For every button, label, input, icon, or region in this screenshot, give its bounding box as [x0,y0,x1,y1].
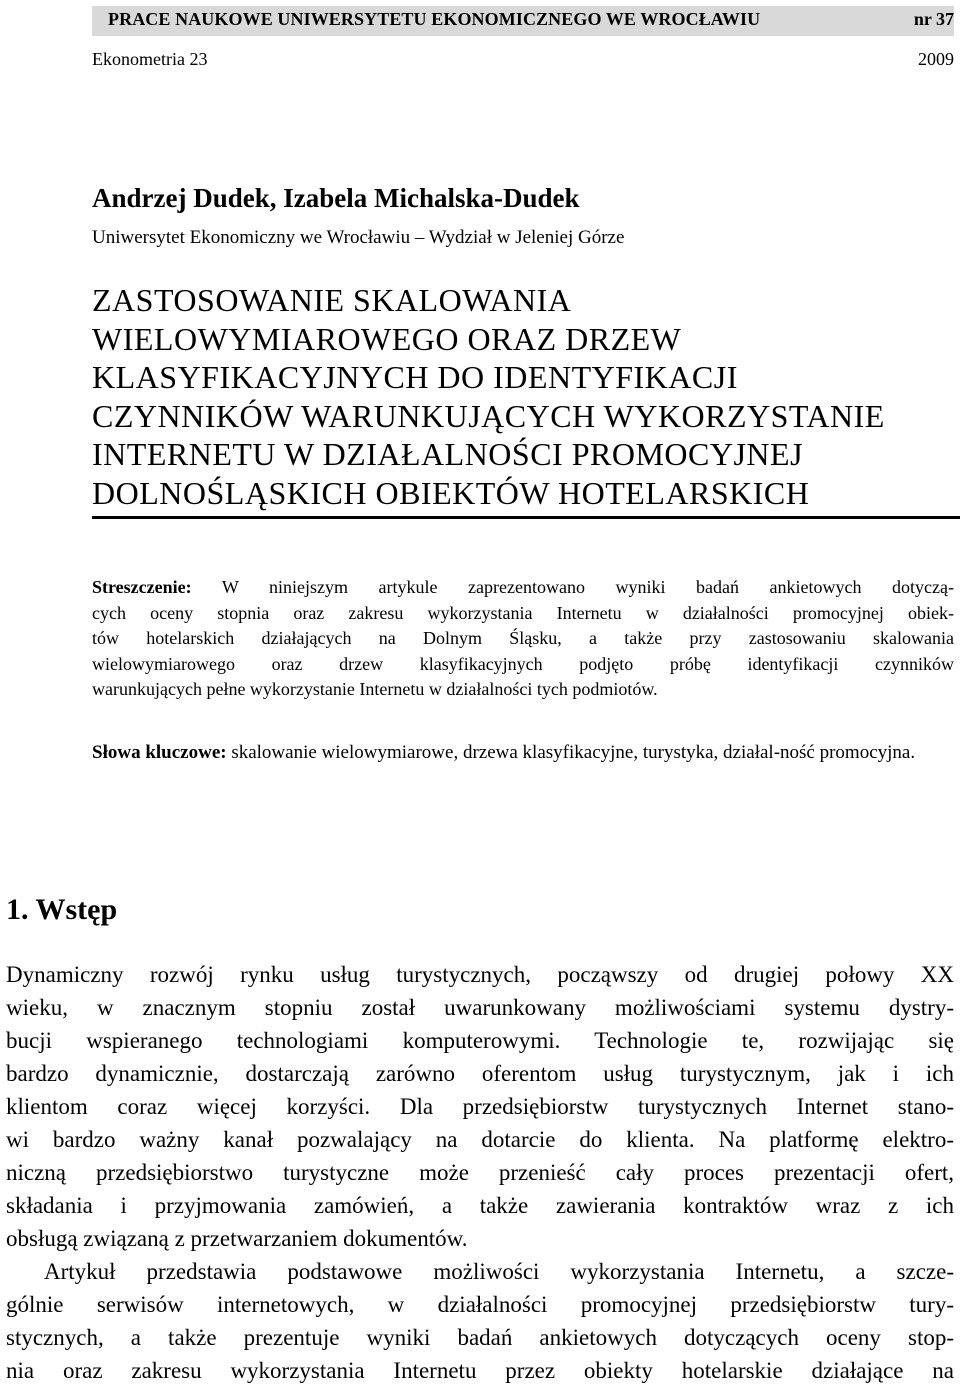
body-line: klientom coraz więcej korzyści. Dla przedsiębiorstw turystycznych Internet stano- [6,1094,954,1119]
title-line: ZASTOSOWANIE SKALOWANIA [92,282,572,318]
section-body [6,958,954,1387]
article-title [92,281,960,513]
publication-year: 2009 [918,49,954,69]
body-line: składania i przyjmowania zamówień, a także zawierania kontraktów wraz z ich [6,1193,954,1218]
journal-series: Ekonometria 23 [92,49,208,69]
abstract [92,575,954,703]
abstract-line [92,575,954,601]
body-line: wi bardzo ważny kanał pozwalający na dotarcie do klienta. Na platformę elektro- [6,1127,954,1152]
title-line: KLASYFIKACYJNYCH DO IDENTYFIKACJI [92,359,738,396]
body-line: Artykuł przedstawia podstawowe możliwości wykorzystania Internetu, a szcze- [44,1259,954,1284]
body-line: gólnie serwisów internetowych, w działalności promocyjnej przedsiębiorstw tury- [6,1292,954,1317]
title-line: CZYNNIKÓW WARUNKUJĄCYCH WYKORZYSTANIE [92,397,885,434]
affiliation: Uniwersytet Ekonomiczny we Wrocławiu – Wydział w Jeleniej Górze [92,227,625,248]
body-line: nia oraz zakresu wykorzystania Internetu przez obiekty hotelarskie działające na [6,1358,954,1383]
issue-number: nr 37 [913,9,954,29]
body-line: bardzo dynamicznie, dostarczają zarówno oferentom usług turystycznym, jak i ich [6,1061,954,1086]
keywords-text: skalowanie wielowymiarowe, drzewa klasyfikacyjne, turystyka, działal-ność promocyjna. [226,742,916,763]
body-line: bucji wspieranego technologiami komputerowymi. Technologie te, rozwijając się [6,1028,954,1053]
title-line: WIELOWYMIAROWEGO ORAZ DRZEW [92,320,682,357]
title-line: INTERNETU W DZIAŁALNOŚCI PROMOCYJNEJ [92,436,804,473]
abstract-line: cych oceny stopnia oraz zakresu wykorzystania Internetu w działalności promocyjnej obiek- [92,602,954,623]
body-line: niczną przedsiębiorstwo turystyczne może przenieść cały proces prezentacji ofert, [6,1160,954,1185]
title-line: DOLNOŚLĄSKICH OBIEKTÓW HOTELARSKICH [92,474,810,511]
authors: Andrzej Dudek, Izabela Michalska-Dudek [92,183,580,213]
journal-title: PRACE NAUKOWE UNIWERSYTETU EKONOMICZNEGO WE WROCŁAWIU [108,9,761,29]
body-line: Dynamiczny rozwój rynku usług turystycznych, począwszy od drugiej połowy XX [6,962,954,987]
keywords [92,735,954,771]
title-rule [92,516,960,519]
abstract-text: W niniejszym artykule zaprezentowano wyniki badań ankietowych dotyczą- [191,577,954,597]
body-line: stycznych, a także prezentuje wyniki badań ankietowych dotyczących oceny stop- [6,1325,954,1350]
body-line: wieku, w znacznym stopniu został uwarunkowany możliwościami systemu dystry- [6,995,954,1020]
section-heading: 1. Wstęp [6,893,118,926]
abstract-line: warunkujących pełne wykorzystanie Internetu w działalności tych podmiotów. [92,679,658,700]
abstract-label: Streszczenie: [92,577,192,597]
abstract-line: wielowymiarowego oraz drzew klasyfikacyjnych podjęto próbę identyfikacji czynników [92,653,954,674]
abstract-line: tów hotelarskich działających na Dolnym Śląsku, a także przy zastosowaniu skalowania [92,628,954,649]
body-line: obsługą związaną z przetwarzaniem dokumentów. [6,1226,468,1251]
keywords-label: Słowa kluczowe: [92,742,227,763]
